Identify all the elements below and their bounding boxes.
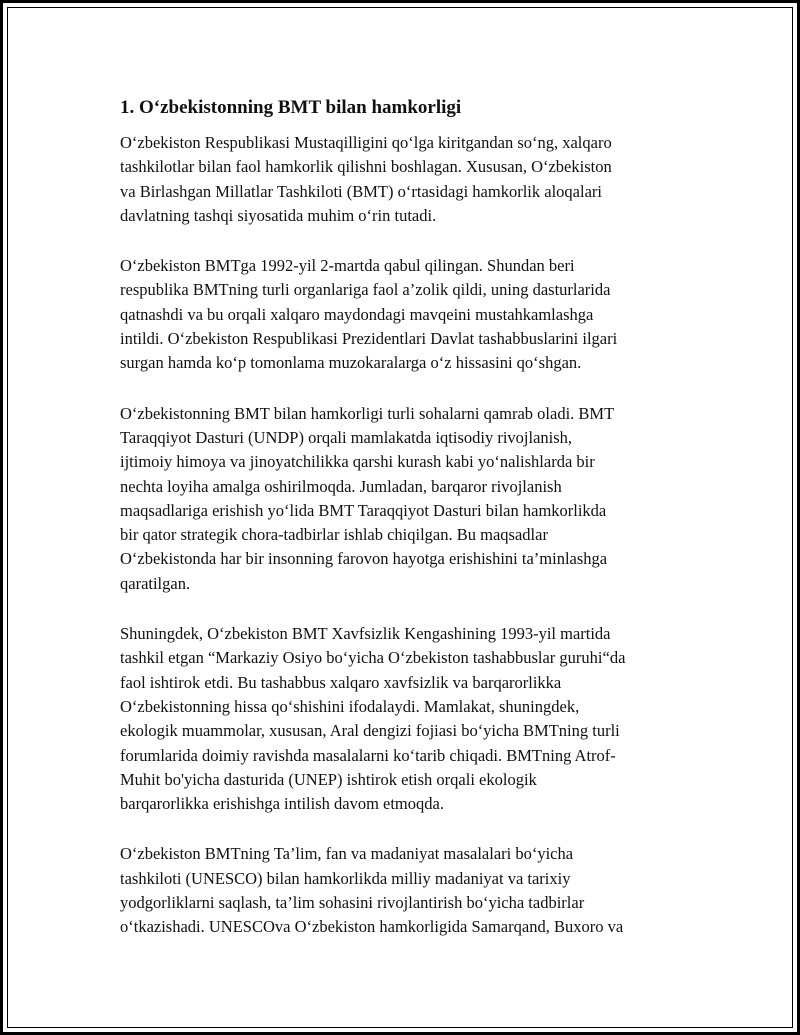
text-line: intildi. O‘zbekiston Respublikasi Prezidentlari Davlat tashabbuslarini ilgari: [120, 329, 618, 349]
text-line: ijtimoiy himoya va jinoyatchilikka qarshi kurash kabi yo‘nalishlarda bir: [120, 452, 595, 472]
text-line: faol ishtirok etdi. Bu tashabbus xalqaro xavfsizlik va barqarorlikka: [120, 672, 562, 692]
text-line: nechta loyiha amalga oshirilmoqda. Jumladan, barqaror rivojlanish: [120, 476, 562, 496]
text-line: ekologik muammolar, xususan, Aral dengizi fojiasi bo‘yicha BMTning turli: [120, 721, 620, 741]
paragraph: [120, 402, 685, 596]
text-line: O‘zbekiston BMTning Ta’lim, fan va madaniyat masalalari bo‘yicha: [120, 844, 574, 864]
document-body: [120, 95, 685, 966]
text-line: yodgorliklarni saqlash, ta’lim sohasini rivojlantirish bo‘yicha tadbirlar: [120, 893, 585, 913]
text-line: O‘zbekiston BMTga 1992-yil 2-martda qabul qilingan. Shundan beri: [120, 256, 575, 276]
section-heading: 1. O‘zbekistonning BMT bilan hamkorligi: [120, 97, 462, 118]
text-line: surgan hamda ko‘p tomonlama muzokaralarga o‘z hissasini qo‘shgan.: [120, 353, 582, 373]
text-line: va Birlashgan Millatlar Tashkiloti (BMT) o‘rtasidagi hamkorlik aloqalari: [120, 181, 602, 201]
text-line: tashkiloti (UNESCO) bilan hamkorlikda milliy madaniyat va tarixiy: [120, 868, 571, 888]
text-line: qaratilgan.: [120, 573, 191, 593]
text-line: barqarorlikka erishishga intilish davom etmoqda.: [120, 794, 444, 814]
paragraph: [120, 622, 685, 816]
text-line: o‘tkazishadi. UNESCOva O‘zbekiston hamkorligida Samarqand, Buxoro va: [120, 917, 624, 937]
paragraph: [120, 842, 685, 939]
text-line: davlatning tashqi siyosatida muhim o‘rin tutadi.: [120, 205, 437, 225]
text-line: Shuningdek, O‘zbekiston BMT Xavfsizlik Kengashining 1993-yil martida: [120, 624, 611, 644]
text-line: O‘zbekistonning BMT bilan hamkorligi turli sohalarni qamrab oladi. BMT: [120, 403, 615, 423]
text-line: O‘zbekiston Respublikasi Mustaqilligini qo‘lga kiritgandan so‘ng, xalqaro: [120, 133, 612, 152]
text-line: forumlarida doimiy ravishda masalalarni ko‘tarib chiqadi. BMTning Atrof-: [120, 745, 616, 765]
text-line: maqsadlariga erishish yo‘lida BMT Taraqqiyot Dasturi bilan hamkorlikda: [120, 500, 607, 520]
text-line: Muhit bo'yicha dasturida (UNEP) ishtirok etish orqali ekologik: [120, 769, 537, 789]
text-line: respublika BMTning turli organlariga faol a’zolik qildi, uning dasturlarida: [120, 280, 611, 300]
paragraph: [120, 131, 685, 228]
text-line: qatnashdi va bu orqali xalqaro maydondagi mavqeini mustahkamlashga: [120, 304, 594, 324]
text-line: tashkil etgan “Markaziy Osiyo bo‘yicha O‘zbekiston tashabbuslar guruhi“da: [120, 648, 626, 668]
paragraph: [120, 254, 685, 375]
text-line: O‘zbekistonda har bir insonning farovon hayotga erishishini ta’minlashga: [120, 549, 608, 569]
text-line: tashkilotlar bilan faol hamkorlik qilishni boshlagan. Xususan, O‘zbekiston: [120, 157, 612, 177]
text-line: bir qator strategik chora-tadbirlar ishlab chiqilgan. Bu maqsadlar: [120, 525, 548, 545]
text-line: O‘zbekistonning hissa qo‘shishini ifodalaydi. Mamlakat, shuningdek,: [120, 696, 580, 716]
text-line: Taraqqiyot Dasturi (UNDP) orqali mamlakatda iqtisodiy rivojlanish,: [120, 427, 573, 447]
